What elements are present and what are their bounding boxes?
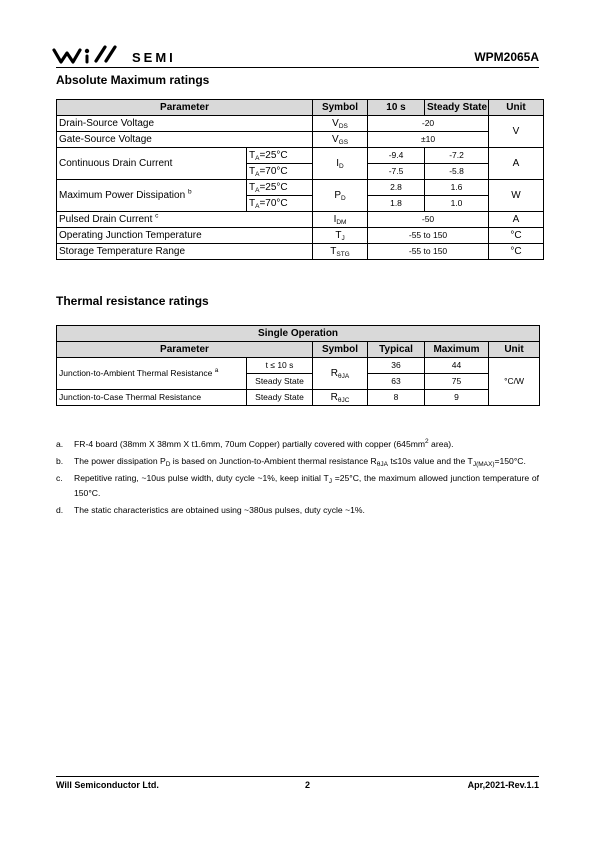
value-cell: ±10 — [368, 132, 489, 148]
table-row — [57, 132, 544, 148]
value-cell: 1.0 — [425, 196, 489, 212]
footer-company: Will Semiconductor Ltd. — [56, 780, 159, 790]
header-divider — [56, 67, 539, 68]
value-cell: 44 — [425, 358, 489, 374]
unit-cell: V — [489, 116, 544, 148]
col-header-typical: Typical — [368, 342, 425, 358]
condition-cell: t ≤ 10 s — [247, 358, 313, 374]
col-header-maximum: Maximum — [425, 342, 489, 358]
thermal-title: Thermal resistance ratings — [56, 294, 209, 308]
unit-cell: A — [489, 212, 544, 228]
value-cell: -55 to 150 — [368, 244, 489, 260]
table-row — [57, 212, 544, 228]
footer-divider — [56, 776, 539, 777]
condition-cell: Steady State — [247, 374, 313, 390]
param-cell: Junction-to-Ambient Thermal Resistance $^a$ — [57, 358, 247, 390]
abs-max-title: Absolute Maximum ratings — [56, 73, 210, 87]
condition-cell: $T_A=25^\circ C$ — [247, 148, 313, 164]
value-cell: -9.4 — [368, 148, 425, 164]
param-cell: Drain-Source Voltage — [57, 116, 313, 132]
value-cell: 9 — [425, 390, 489, 406]
param-cell: Storage Temperature Range — [57, 244, 313, 260]
table-row — [57, 116, 544, 132]
col-header-steady: Steady State — [425, 100, 489, 116]
value-cell: 1.8 — [368, 196, 425, 212]
symbol-cell: $I_{DM}$ — [313, 212, 368, 228]
col-header-unit: Unit — [489, 100, 544, 116]
unit-cell: W — [489, 180, 544, 212]
unit-cell: °C — [489, 228, 544, 244]
will-logo-icon — [52, 44, 136, 66]
col-header-10s: 10 s — [368, 100, 425, 116]
symbol-cell: $V_{DS}$ — [313, 116, 368, 132]
param-cell: Continuous Drain Current — [57, 148, 247, 180]
condition-cell: Steady State — [247, 390, 313, 406]
abs-max-table — [56, 99, 544, 260]
table-row — [57, 180, 544, 196]
condition-cell: $T_A=70^\circ C$ — [247, 196, 313, 212]
footer-revision: Apr,2021-Rev.1.1 — [467, 780, 539, 790]
table-header-row — [57, 100, 544, 116]
table-row — [57, 148, 544, 164]
value-cell: 1.6 — [425, 180, 489, 196]
value-cell: 36 — [368, 358, 425, 374]
table-row — [57, 244, 544, 260]
value-cell: -20 — [368, 116, 489, 132]
symbol-cell: $V_{GS}$ — [313, 132, 368, 148]
symbol-cell: $P_D$ — [313, 180, 368, 212]
value-cell: -55 to 150 — [368, 228, 489, 244]
table-row — [57, 228, 544, 244]
footer-page-number: 2 — [305, 780, 311, 790]
value-cell: 75 — [425, 374, 489, 390]
value-cell: 63 — [368, 374, 425, 390]
document-id: WPM2065A — [474, 50, 539, 64]
symbol-cell: $R_{\theta JA}$ — [313, 358, 368, 390]
table-group-header-row — [57, 326, 540, 342]
group-header-single-operation: Single Operation — [57, 326, 540, 342]
value-cell: -7.2 — [425, 148, 489, 164]
value-cell: -7.5 — [368, 164, 425, 180]
footnote-b: b. The power dissipation $P_D$ is based on Junction-to-Ambient thermal resistance $R_{\theta JA}$ t≤10s value and the $T_{J(MAX)}=150^\circ C$. — [56, 456, 526, 468]
col-header-parameter: Parameter — [57, 100, 313, 116]
param-cell: Operating Junction Temperature — [57, 228, 313, 244]
param-cell: Pulsed Drain Current $^c$ — [57, 212, 313, 228]
col-header-symbol: Symbol — [313, 100, 368, 116]
condition-cell: $T_A=25^\circ C$ — [247, 180, 313, 196]
col-header-symbol: Symbol — [313, 342, 368, 358]
footnote-c: c. Repetitive rating, ~10us pulse width, duty cycle ~1%, keep initial $T_J =25^\circ C$, the maximum allowed junction temperature of 150°C. — [56, 473, 539, 498]
unit-cell: A — [489, 148, 544, 180]
table-row — [57, 358, 540, 374]
footnotes — [56, 437, 539, 520]
company-logo — [52, 44, 192, 68]
param-cell: Junction-to-Case Thermal Resistance — [57, 390, 247, 406]
symbol-cell: $T_{STG}$ — [313, 244, 368, 260]
footnote-d: d. The static characteristics are obtained using ~380us pulses, duty cycle ~1%. — [56, 505, 365, 515]
param-cell: Maximum Power Dissipation $^b$ — [57, 180, 247, 212]
logo-text: SEMI — [132, 50, 176, 65]
value-cell: -5.8 — [425, 164, 489, 180]
value-cell: -50 — [368, 212, 489, 228]
symbol-cell: $I_D$ — [313, 148, 368, 180]
table-header-row — [57, 342, 540, 358]
col-header-unit: Unit — [489, 342, 540, 358]
col-header-parameter: Parameter — [57, 342, 313, 358]
symbol-cell: $T_J$ — [313, 228, 368, 244]
symbol-cell: $R_{\theta JC}$ — [313, 390, 368, 406]
unit-cell: °C/W — [489, 358, 540, 406]
footnote-a: a. FR-4 board (38mm X 38mm X t1.6mm, 70um Copper) partially covered with copper ($645mm^2$ area). — [56, 438, 454, 449]
table-row — [57, 390, 540, 406]
unit-cell: °C — [489, 244, 544, 260]
param-cell: Gate-Source Voltage — [57, 132, 313, 148]
value-cell: 2.8 — [368, 180, 425, 196]
thermal-table — [56, 325, 540, 406]
condition-cell: $T_A=70^\circ C$ — [247, 164, 313, 180]
value-cell: 8 — [368, 390, 425, 406]
